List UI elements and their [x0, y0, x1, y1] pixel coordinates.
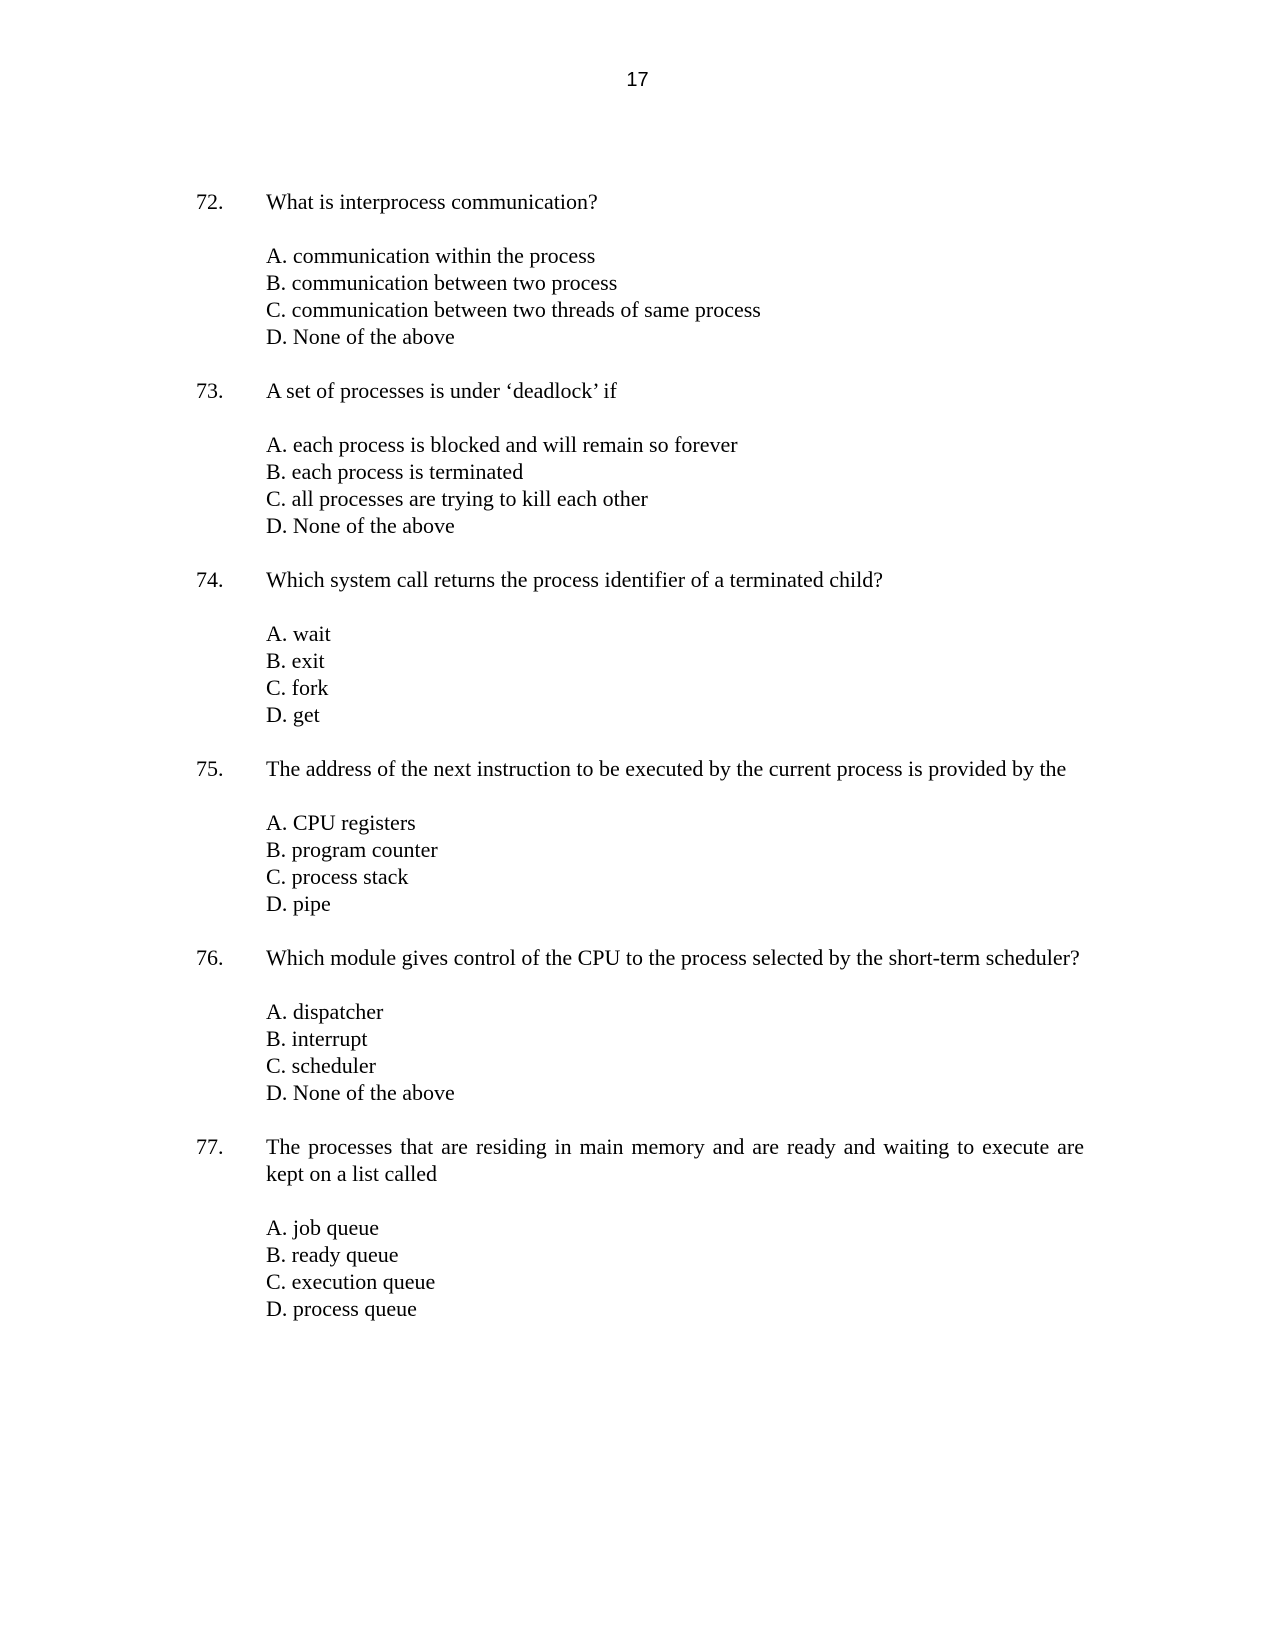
option-a: A. communication within the process: [266, 243, 596, 268]
question-77: [196, 1133, 1084, 1322]
option-c: C. scheduler: [266, 1053, 376, 1078]
option-b: B. communication between two process: [266, 270, 618, 295]
question-number: 73.: [196, 378, 224, 403]
question-number: 74.: [196, 567, 224, 592]
option-d: D. get: [266, 702, 320, 727]
option-a: A. each process is blocked and will remain so forever: [266, 432, 738, 457]
question-76: [196, 944, 1084, 1106]
option-b: B. each process is terminated: [266, 459, 524, 484]
option-c: C. communication between two threads of same process: [266, 297, 761, 322]
option-c: C. process stack: [266, 864, 409, 889]
option-c: C. execution queue: [266, 1269, 436, 1294]
option-list: [266, 1214, 1084, 1322]
option-d: D. process queue: [266, 1296, 417, 1321]
page-number: 17: [626, 69, 649, 91]
question-text: The address of the next instruction to be executed by the current process is provided by the: [266, 756, 1067, 781]
question-75: [196, 755, 1084, 917]
option-b: B. ready queue: [266, 1242, 399, 1267]
option-list: [266, 809, 1084, 917]
question-text: What is interprocess communication?: [266, 189, 598, 214]
option-c: C. all processes are trying to kill each other: [266, 486, 648, 511]
option-list: [266, 431, 1084, 539]
option-d: D. None of the above: [266, 324, 455, 349]
option-b: B. exit: [266, 648, 325, 673]
option-d: D. None of the above: [266, 1080, 455, 1105]
option-c: C. fork: [266, 675, 329, 700]
option-d: D. pipe: [266, 891, 331, 916]
question-text: Which system call returns the process identifier of a terminated child?: [266, 567, 883, 592]
question-text: The processes that are residing in main memory and are ready and waiting to execute are kept on a list called: [266, 1134, 1084, 1186]
option-a: A. CPU registers: [266, 810, 416, 835]
question-73: [196, 377, 1084, 539]
option-list: [266, 998, 1084, 1106]
option-a: A. dispatcher: [266, 999, 384, 1024]
option-list: [266, 242, 1084, 350]
option-a: A. job queue: [266, 1215, 380, 1240]
question-list: [196, 188, 1084, 1349]
option-b: B. interrupt: [266, 1026, 368, 1051]
question-number: 77.: [196, 1134, 224, 1159]
option-a: A. wait: [266, 621, 331, 646]
question-number: 76.: [196, 945, 224, 970]
question-74: [196, 566, 1084, 728]
question-text: A set of processes is under ‘deadlock’ if: [266, 378, 617, 403]
question-number: 75.: [196, 756, 224, 781]
option-b: B. program counter: [266, 837, 438, 862]
option-list: [266, 620, 1084, 728]
question-number: 72.: [196, 189, 224, 214]
question-72: [196, 188, 1084, 350]
question-text: Which module gives control of the CPU to the process selected by the short-term scheduler?: [266, 945, 1080, 970]
option-d: D. None of the above: [266, 513, 455, 538]
